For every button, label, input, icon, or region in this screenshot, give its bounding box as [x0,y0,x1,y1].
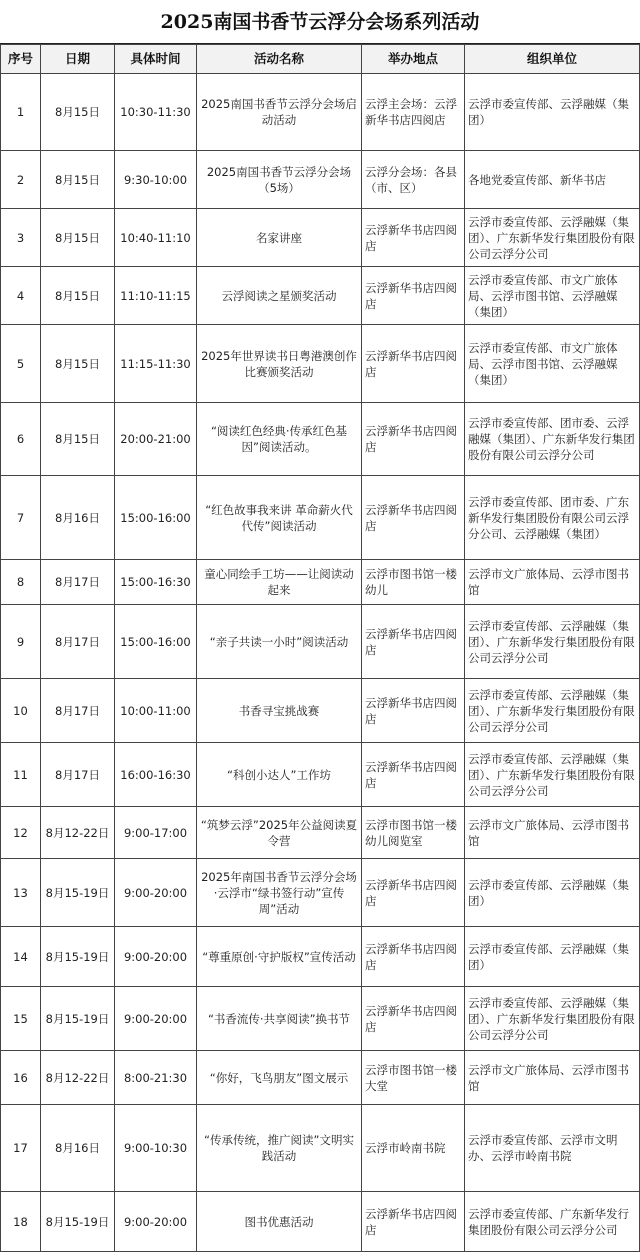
cell-org: 云浮市委宣传部、市文广旅体局、云浮市图书馆、云浮融媒（集团） [465,325,640,403]
cell-activity: 童心同绘手工坊——让阅读动起来 [197,560,362,605]
table-row [1,1105,640,1192]
cell-venue: 云浮新华书店四阅店 [362,927,465,987]
cell-time: 9:00-20:00 [115,1192,197,1252]
cell-no: 2 [1,151,41,209]
table-row [1,267,640,325]
cell-org: 云浮市委宣传部、云浮融媒（集团） [465,74,640,151]
cell-activity: 云浮阅读之星颁奖活动 [197,267,362,325]
cell-time: 10:00-11:00 [115,679,197,743]
cell-time: 9:00-10:30 [115,1105,197,1192]
cell-time: 10:40-11:10 [115,209,197,267]
table-row [1,151,640,209]
header-venue: 举办地点 [362,45,465,74]
cell-no: 5 [1,325,41,403]
cell-no: 7 [1,476,41,560]
cell-venue: 云浮新华书店四阅店 [362,403,465,476]
table-row [1,605,640,679]
cell-no: 11 [1,743,41,807]
cell-no: 6 [1,403,41,476]
cell-venue: 云浮新华书店四阅店 [362,679,465,743]
cell-org: 云浮市委宣传部、云浮融媒（集团）、广东新华发行集团股份有限公司云浮分公司 [465,605,640,679]
cell-no: 12 [1,807,41,859]
table-row [1,209,640,267]
cell-venue: 云浮市图书馆一楼幼儿阅览室 [362,807,465,859]
cell-date: 8月15日 [41,325,115,403]
cell-org: 云浮市委宣传部、团市委、广东新华发行集团股份有限公司云浮分公司、云浮融媒（集团） [465,476,640,560]
cell-no: 17 [1,1105,41,1192]
cell-no: 14 [1,927,41,987]
cell-time: 9:00-20:00 [115,927,197,987]
cell-org: 云浮市文广旅体局、云浮市图书馆 [465,1051,640,1105]
cell-time: 16:00-16:30 [115,743,197,807]
table-row [1,927,640,987]
cell-date: 8月16日 [41,1105,115,1192]
cell-org: 云浮市委宣传部、云浮融媒（集团） [465,927,640,987]
cell-date: 8月17日 [41,605,115,679]
cell-date: 8月15日 [41,74,115,151]
cell-no: 1 [1,74,41,151]
cell-time: 20:00-21:00 [115,403,197,476]
cell-date: 8月15-19日 [41,987,115,1051]
cell-venue: 云浮新华书店四阅店 [362,267,465,325]
cell-venue: 云浮新华书店四阅店 [362,476,465,560]
cell-date: 8月15-19日 [41,1192,115,1252]
table-row [1,325,640,403]
cell-org: 云浮市委宣传部、云浮融媒（集团） [465,859,640,927]
cell-activity: “传承传统，推广阅读”文明实践活动 [197,1105,362,1192]
cell-time: 9:30-10:00 [115,151,197,209]
cell-date: 8月15-19日 [41,859,115,927]
cell-venue: 云浮主会场：云浮新华书店四阅店 [362,74,465,151]
cell-time: 15:00-16:00 [115,605,197,679]
cell-time: 11:10-11:15 [115,267,197,325]
cell-activity: 书香寻宝挑战赛 [197,679,362,743]
cell-venue: 云浮新华书店四阅店 [362,1192,465,1252]
cell-venue: 云浮市图书馆一楼大堂 [362,1051,465,1105]
table-row [1,679,640,743]
cell-activity: “亲子共读一小时”阅读活动 [197,605,362,679]
cell-no: 8 [1,560,41,605]
table-row [1,1192,640,1252]
cell-venue: 云浮新华书店四阅店 [362,209,465,267]
cell-activity: 图书优惠活动 [197,1192,362,1252]
table-row [1,476,640,560]
cell-org: 云浮市委宣传部、云浮市文明办、云浮市岭南书院 [465,1105,640,1192]
cell-time: 9:00-17:00 [115,807,197,859]
table-row [1,74,640,151]
table-row [1,987,640,1051]
cell-time: 11:15-11:30 [115,325,197,403]
cell-no: 3 [1,209,41,267]
cell-date: 8月12-22日 [41,1051,115,1105]
cell-date: 8月15日 [41,267,115,325]
cell-date: 8月17日 [41,560,115,605]
cell-no: 9 [1,605,41,679]
cell-activity: 2025年南国书香节云浮分会场·云浮市“绿书签行动”宣传周”活动 [197,859,362,927]
cell-venue: 云浮新华书店四阅店 [362,987,465,1051]
cell-venue: 云浮新华书店四阅店 [362,605,465,679]
cell-date: 8月17日 [41,679,115,743]
cell-no: 4 [1,267,41,325]
cell-org: 云浮市委宣传部、市文广旅体局、云浮市图书馆、云浮融媒（集团） [465,267,640,325]
cell-no: 18 [1,1192,41,1252]
table-row [1,403,640,476]
cell-venue: 云浮市图书馆一楼幼儿 [362,560,465,605]
table-row [1,1051,640,1105]
header-date: 日期 [41,45,115,74]
header-name: 活动名称 [197,45,362,74]
table-body [1,74,640,1252]
cell-time: 8:00-21:30 [115,1051,197,1105]
cell-activity: “筑梦云浮”2025年公益阅读夏令营 [197,807,362,859]
cell-time: 15:00-16:30 [115,560,197,605]
table-row [1,743,640,807]
cell-no: 15 [1,987,41,1051]
cell-time: 10:30-11:30 [115,74,197,151]
cell-venue: 云浮市岭南书院 [362,1105,465,1192]
activities-table [0,44,640,1252]
table-row [1,560,640,605]
header-org: 组织单位 [465,45,640,74]
table-header-row [1,45,640,74]
cell-org: 云浮市委宣传部、云浮融媒（集团）、广东新华发行集团股份有限公司云浮分公司 [465,743,640,807]
cell-no: 16 [1,1051,41,1105]
header-no: 序号 [1,45,41,74]
cell-date: 8月15日 [41,151,115,209]
cell-date: 8月12-22日 [41,807,115,859]
cell-date: 8月15日 [41,403,115,476]
header-time: 具体时间 [115,45,197,74]
cell-date: 8月17日 [41,743,115,807]
cell-activity: 2025南国书香节云浮分会场（5场） [197,151,362,209]
cell-no: 13 [1,859,41,927]
cell-venue: 云浮新华书店四阅店 [362,859,465,927]
cell-venue: 云浮新华书店四阅店 [362,743,465,807]
cell-activity: 名家讲座 [197,209,362,267]
cell-activity: “尊重原创·守护版权”宣传活动 [197,927,362,987]
cell-org: 云浮市文广旅体局、云浮市图书馆 [465,807,640,859]
cell-org: 各地党委宣传部、新华书店 [465,151,640,209]
cell-org: 云浮市委宣传部、团市委、云浮融媒（集团）、广东新华发行集团股份有限公司云浮分公司 [465,403,640,476]
cell-activity: “书香流传·共享阅读”换书节 [197,987,362,1051]
cell-org: 云浮市委宣传部、云浮融媒（集团）、广东新华发行集团股份有限公司云浮分公司 [465,987,640,1051]
cell-venue: 云浮新华书店四阅店 [362,325,465,403]
page-title: 2025南国书香节云浮分会场系列活动 [0,0,640,44]
cell-org: 云浮市委宣传部、广东新华发行集团股份有限公司云浮分公司 [465,1192,640,1252]
table-row [1,859,640,927]
cell-org: 云浮市委宣传部、云浮融媒（集团）、广东新华发行集团股份有限公司云浮分公司 [465,679,640,743]
cell-activity: “你好，飞鸟朋友”图文展示 [197,1051,362,1105]
cell-activity: 2025年世界读书日粤港澳创作比赛颁奖活动 [197,325,362,403]
cell-activity: 2025南国书香节云浮分会场启动活动 [197,74,362,151]
cell-org: 云浮市委宣传部、云浮融媒（集团）、广东新华发行集团股份有限公司云浮分公司 [465,209,640,267]
cell-date: 8月15日 [41,209,115,267]
cell-activity: “阅读红色经典·传承红色基因”阅读活动。 [197,403,362,476]
table-row [1,807,640,859]
cell-date: 8月16日 [41,476,115,560]
cell-date: 8月15-19日 [41,927,115,987]
cell-activity: “红色故事我来讲 革命薪火代代传”阅读活动 [197,476,362,560]
cell-no: 10 [1,679,41,743]
cell-time: 15:00-16:00 [115,476,197,560]
cell-time: 9:00-20:00 [115,987,197,1051]
cell-time: 9:00-20:00 [115,859,197,927]
cell-venue: 云浮分会场：各县（市、区） [362,151,465,209]
cell-org: 云浮市文广旅体局、云浮市图书馆 [465,560,640,605]
cell-activity: “科创小达人”工作坊 [197,743,362,807]
